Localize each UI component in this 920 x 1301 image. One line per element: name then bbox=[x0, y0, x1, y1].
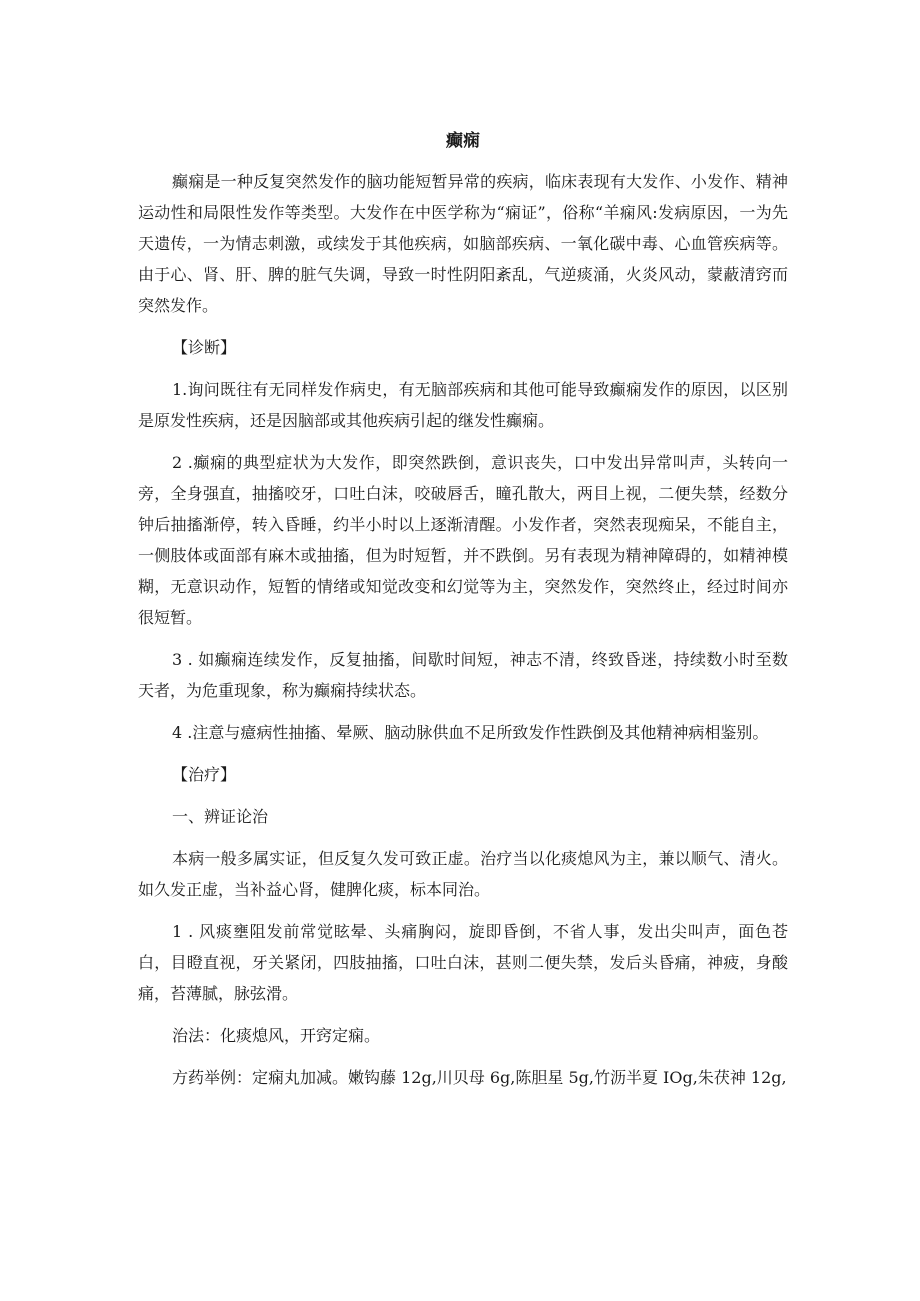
diagnosis-item: 1.询问既往有无同样发作病史，有无脑部疾病和其他可能导致癫痫发作的原因，以区别是原发性疾病，还是因脑部或其他疾病引起的继发性癫痫。 bbox=[138, 380, 788, 430]
treatment-method: 治法：化痰熄风，开窍定痫。 bbox=[172, 1026, 381, 1045]
intro-paragraph: 癫痫是一种反复突然发作的脑功能短暂异常的疾病，临床表现有大发作、小发作、精神运动性和局限性发作等类型。大发作在中医学称为“痫证”，俗称“羊痫风:发病原因，一为先天遗传，一为情志刺激，或续发于其他疾病，如脑部疾病、一氧化碳中毒、心血管疾病等。由于心、肾、肝、脾的脏气失调，导致一时性阴阳紊乱，气逆痰涌，火炎风动，蒙蔽清窍而突然发作。 bbox=[138, 172, 788, 315]
treatment-subheading: 一、辨证论治 bbox=[172, 807, 269, 826]
document-title: 癫痫 bbox=[446, 131, 480, 151]
treatment-heading: 【治疗】 bbox=[172, 765, 237, 784]
treatment-intro-paragraph: 本病一般多属实证，但反复久发可致正虚。治疗当以化痰熄风为主，兼以顺气、清火。如久发正虚，当补益心肾，健脾化痰，标本同治。 bbox=[138, 849, 788, 899]
syndrome-type-paragraph: 1 . 风痰壅阻发前常觉眩晕、头痛胸闷，旋即昏倒，不省人事，发出尖叫声，面色苍白，目瞪直视，牙关紧闭，四肢抽搐，口吐白沫，甚则二便失禁，发后头昏痛，神疲，身酸痛，苔薄腻，脉弦滑。 bbox=[138, 922, 788, 1003]
prescription-paragraph: 方药举例：定痫丸加减。嫩钩藤 12g,川贝母 6g,陈胆星 5g,竹沥半夏 IOg,朱茯神 12g, bbox=[172, 1068, 787, 1087]
diagnosis-item: 2 .癫痫的典型症状为大发作，即突然跌倒，意识丧失，口中发出异常叫声，头转向一旁，全身强直，抽搐咬牙，口吐白沫，咬破唇舌，瞳孔散大，两目上视，二便失禁，经数分钟后抽搐渐停，转入昏睡，约半小时以上逐渐清醒。小发作者，突然表现痴呆，不能自主，一侧肢体或面部有麻木或抽搐，但为时短暂，并不跌倒。另有表现为精神障碍的，如精神模糊，无意识动作，短暂的情绪或知觉改变和幻觉等为主，突然发作，突然终止，经过时间亦很短暂。 bbox=[138, 453, 788, 627]
diagnosis-item: 4 .注意与癔病性抽搐、晕厥、脑动脉供血不足所致发作性跌倒及其他精神病相鉴别。 bbox=[172, 723, 769, 742]
diagnosis-item: 3 . 如癫痫连续发作，反复抽搐，间歇时间短，神志不清，终致昏迷，持续数小时至数天者，为危重现象，称为癫痫持续状态。 bbox=[138, 650, 788, 700]
diagnosis-heading: 【诊断】 bbox=[172, 338, 237, 357]
document-page bbox=[138, 128, 788, 1104]
